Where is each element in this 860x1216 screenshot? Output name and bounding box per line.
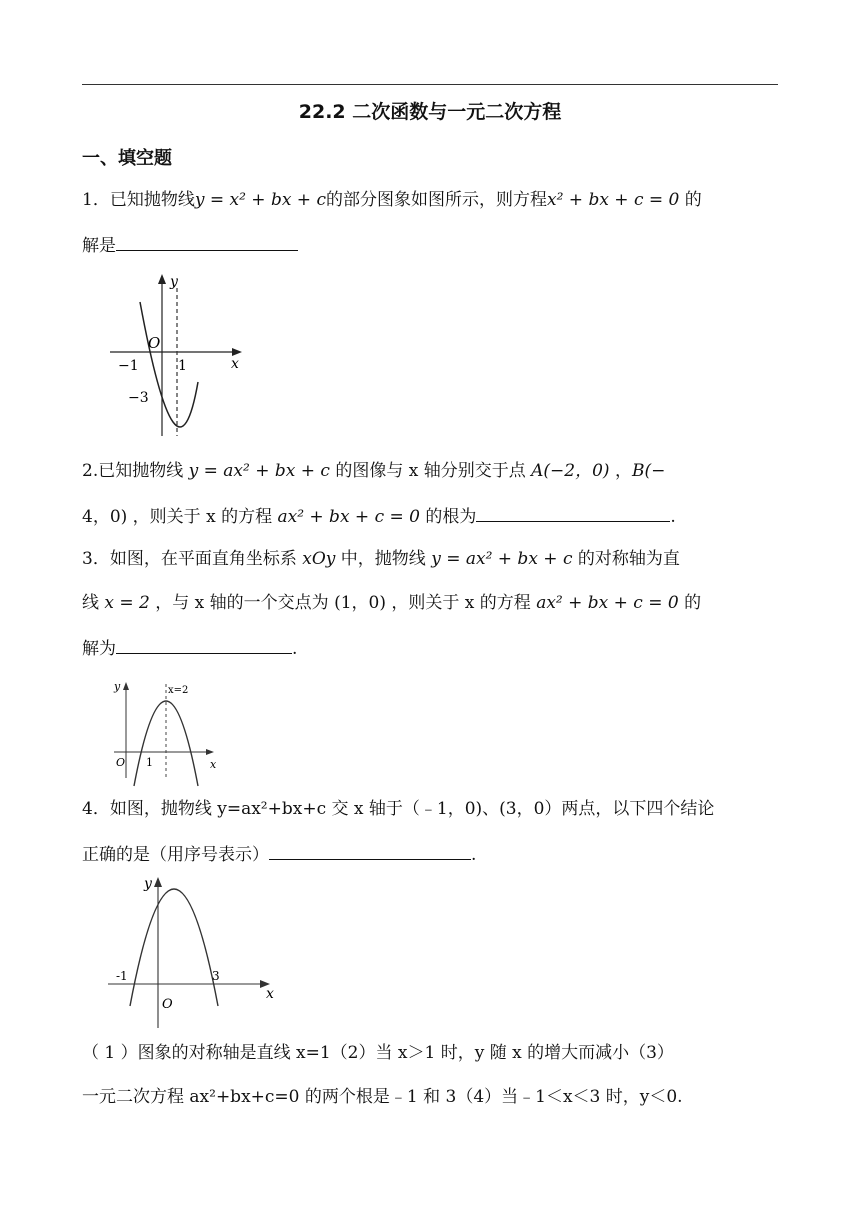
q1-text-pre: 1．已知抛物线 [82, 190, 195, 210]
q3-equation-parabola: y = ax² + bx + c [431, 549, 573, 569]
q1-y-arrow-icon [158, 274, 166, 284]
q3-symmetry-label: x=2 [168, 685, 189, 696]
q2-answer-prompt: 的根为 [419, 507, 477, 527]
q1-equation-parabola: y = x² + bx + c [194, 190, 326, 210]
q1-tick-1: 1 [178, 358, 187, 374]
q2-text-mid: 的图像与 x 轴分别交于点 [329, 461, 532, 481]
section-heading: 一、填空题 [82, 148, 172, 169]
q4-statements-line2: 一元二次方程 ax²+bx+c=0 的两个根是﹣1 和 3（4）当﹣1＜x＜3 时，y＜0. [82, 1087, 683, 1107]
q2-text-pre: 2.已知抛物线 [82, 461, 189, 481]
q3-tick-1: 1 [146, 756, 153, 769]
q1-equation-quadratic: x² + bx + c = 0 [546, 190, 680, 210]
q4-answer-blank[interactable] [269, 841, 471, 860]
q1-graph [110, 268, 250, 440]
q2-period: . [670, 507, 676, 527]
q3-parabola [134, 701, 198, 786]
q4-parabola [130, 889, 218, 1006]
q4-y-arrow-icon [154, 877, 162, 887]
q2-equation-parabola: y = ax² + bx + c [188, 461, 330, 481]
q3-text-pre: 3．如图，在平面直角坐标系 [82, 549, 303, 569]
q4-line1: 4．如图，抛物线 y=ax²+bx+c 交 x 轴于（﹣1，0)、(3，0）两点，以下四个结论 [82, 799, 715, 819]
q3-text-pre2: 线 [82, 593, 105, 613]
page-title: 22.2 二次函数与一元二次方程 [298, 101, 562, 123]
q3-answer-prompt: 解为 [82, 639, 116, 659]
q3-text-mid: 中，抛物线 [335, 549, 432, 569]
q1-origin-label: O [148, 334, 161, 352]
q3-graph [110, 676, 222, 780]
q2-equation-quadratic: ax² + bx + c = 0 [277, 507, 420, 527]
q3-x-label: x [210, 758, 217, 771]
q1-x-label: x [231, 356, 239, 372]
q3-coordinate-system: xOy [302, 549, 336, 569]
q1-tick-neg1: −1 [118, 358, 139, 374]
q4-line2 [82, 841, 476, 867]
q1-line2 [82, 232, 298, 258]
q3-text-post2: 的 [678, 593, 702, 613]
q2-point-a: A(−2，0) [531, 461, 610, 481]
q4-origin-label: O [162, 997, 173, 1012]
q1-text-post: 的 [679, 190, 702, 210]
q4-x-label: x [266, 986, 274, 1002]
q3-y-label: y [114, 680, 121, 693]
q3-text-post: 的对称轴为直 [572, 549, 680, 569]
q2-answer-blank[interactable] [476, 503, 670, 522]
q3-equation-quadratic: ax² + bx + c = 0 [536, 593, 679, 613]
q4-tick-neg1: -1 [116, 969, 128, 983]
q2-text-pre2: 4，0) ，则关于 x 的方程 [82, 507, 278, 527]
q4-graph [106, 868, 278, 1030]
q1-text-mid: 的部分图象如图所示，则方程 [325, 190, 547, 210]
q3-line2 [82, 591, 701, 615]
q1-line1 [82, 188, 702, 212]
q2-line2 [82, 503, 676, 529]
q2-line1 [82, 459, 665, 483]
q4-period: . [471, 845, 477, 865]
q3-line1 [82, 547, 680, 571]
q1-tick-neg3: −3 [128, 390, 149, 406]
q1-y-label: y [170, 274, 178, 290]
q4-tick-3: 3 [212, 969, 220, 983]
q1-answer-prompt: 解是 [82, 236, 116, 256]
q4-answer-prompt: 正确的是（用序号表示） [82, 845, 269, 865]
q3-y-arrow-icon [123, 682, 129, 690]
q4-y-label: y [144, 876, 152, 892]
q2-point-b-start: B(− [631, 461, 666, 481]
q3-line3 [82, 635, 297, 661]
q1-x-arrow-icon [232, 348, 242, 356]
header-rule [82, 84, 778, 85]
q3-symmetry-equation: x = 2 [104, 593, 150, 613]
q3-period: . [292, 639, 298, 659]
q1-parabola [140, 302, 198, 427]
q1-answer-blank[interactable] [116, 232, 298, 251]
q3-text-mid2: ，与 x 轴的一个交点为 (1，0) ，则关于 x 的方程 [149, 593, 537, 613]
q3-origin-label: O [116, 756, 126, 769]
q2-separator: ， [609, 461, 632, 481]
q3-x-arrow-icon [206, 749, 214, 755]
q3-answer-blank[interactable] [116, 635, 292, 654]
q4-statements-line1: （ 1 ）图象的对称轴是直线 x=1（2）当 x＞1 时，y 随 x 的增大而减小（3） [82, 1043, 674, 1063]
